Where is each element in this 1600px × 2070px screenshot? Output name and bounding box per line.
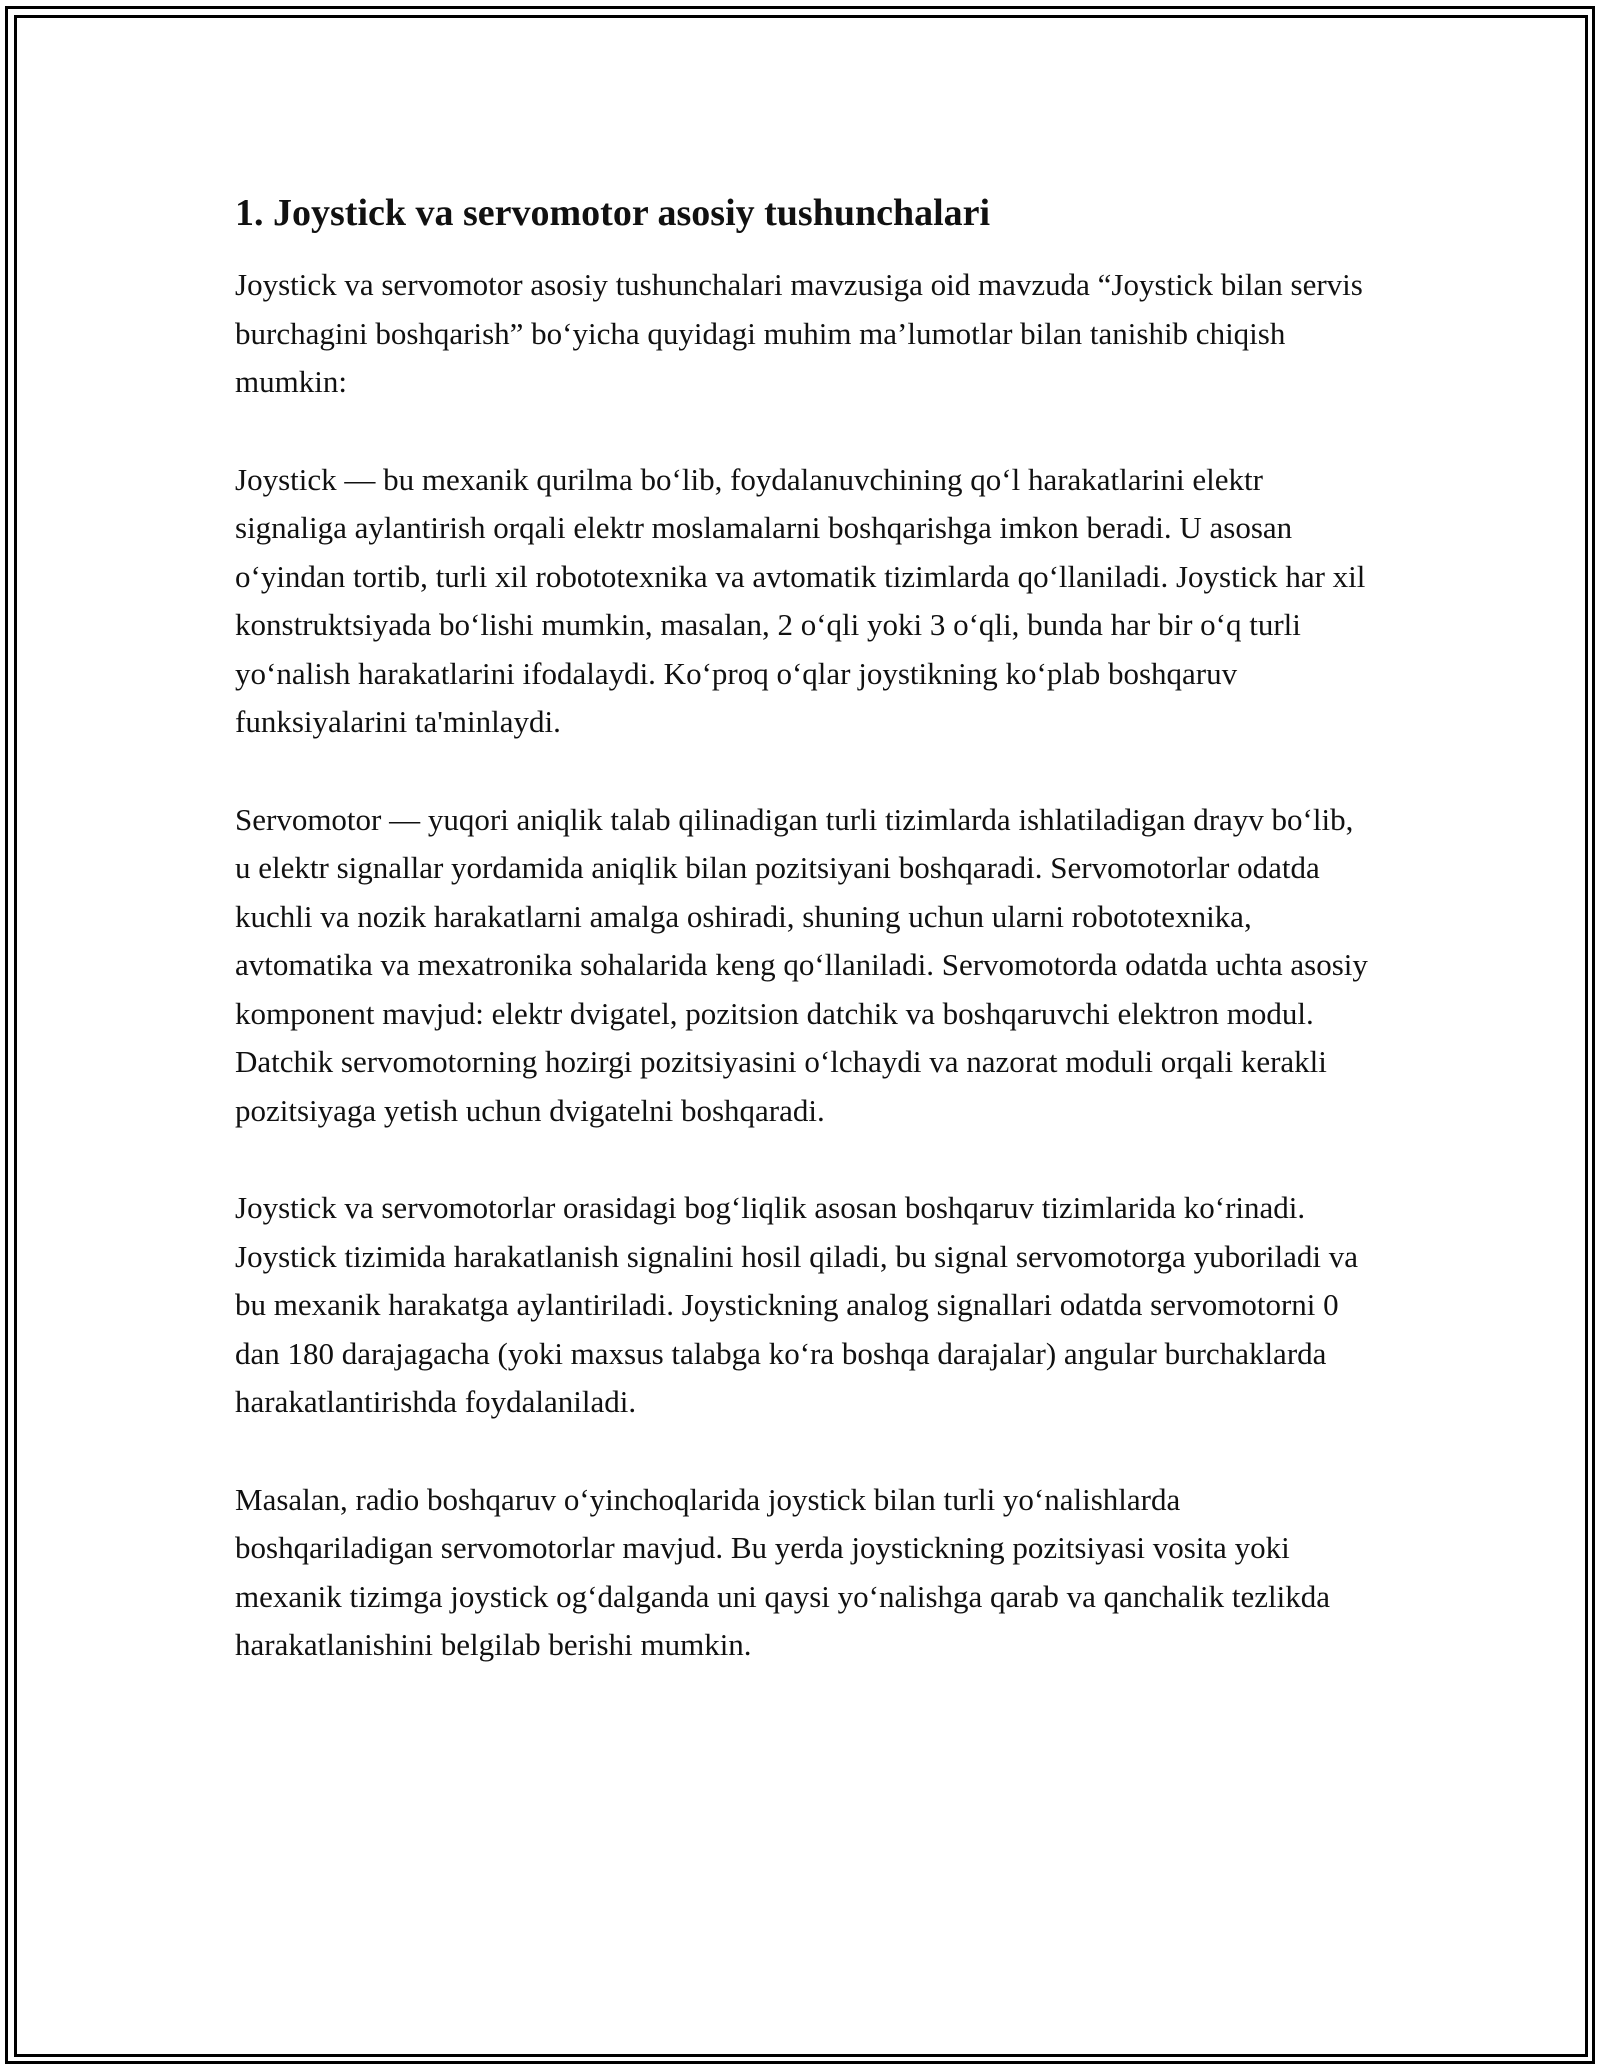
servomotor-paragraph: Servomotor — yuqori aniqlik talab qilinadigan turli tizimlarda ishlatiladigan drayv bo‘lib, u elektr signallar yordamida aniqlik bilan pozitsiyani boshqaradi. Servomotorlar odatda kuchli va nozik harakatlarni amalga oshiradi, shuning uchun ularni robototexnika, avtomatika va mexatronika sohalarida keng qo‘llaniladi. Servomotorda odatda uchta asosiy komponent mavjud: elektr dvigatel, pozitsion datchik va boshqaruvchi elektron modul. Datchik servomotorning hozirgi pozitsiyasini o‘lchaydi va nazorat moduli orqali kerakli pozitsiyaga yetish uchun dvigatelni boshqaradi.	[235, 801, 1368, 1128]
intro-paragraph: Joystick va servomotor asosiy tushunchalari mavzusiga oid mavzuda “Joystick bilan servis burchagini boshqarish” bo‘yicha quyidagi muhim ma’lumotlar bilan tanishib chiqish mumkin:	[235, 267, 1363, 399]
section-heading: 1. Joystick va servomotor asosiy tushunchalari	[235, 192, 991, 234]
joystick-paragraph: Joystick — bu mexanik qurilma bo‘lib, foydalanuvchining qo‘l harakatlarini elektr signaliga aylantirish orqali elektr moslamalarni boshqarishga imkon beradi. U asosan o‘yindan tortib, turli xil robototexnika va avtomatik tizimlarda qo‘llaniladi. Joystick har xil konstruktsiyada bo‘lishi mumkin, masalan, 2 o‘qli yoki 3 o‘qli, bunda har bir o‘q turli yo‘nalish harakatlarini ifodalaydi. Ko‘proq o‘qlar joystikning ko‘plab boshqaruv funksiyalarini ta'minlaydi.	[235, 461, 1366, 739]
document-body	[235, 187, 1375, 1719]
example-paragraph: Masalan, radio boshqaruv o‘yinchoqlarida joystick bilan turli yo‘nalishlarda boshqariladigan servomotorlar mavjud. Bu yerda joystickning pozitsiyasi vosita yoki mexanik tizimga joystick og‘dalganda uni qaysi yo‘nalishga qarab va qanchalik tezlikda harakatlanishini belgilab berishi mumkin.	[235, 1481, 1330, 1662]
relationship-paragraph: Joystick va servomotorlar orasidagi bog‘liqlik asosan boshqaruv tizimlarida ko‘rinadi. Joystick tizimida harakatlanish signalini hosil qiladi, bu signal servomotorga yuboriladi va bu mexanik harakatga aylantiriladi. Joystickning analog signallari odatda servomotorni 0 dan 180 darajagacha (yoki maxsus talabga ko‘ra boshqa darajalar) angular burchaklarda harakatlantirishda foydalaniladi.	[235, 1190, 1358, 1419]
